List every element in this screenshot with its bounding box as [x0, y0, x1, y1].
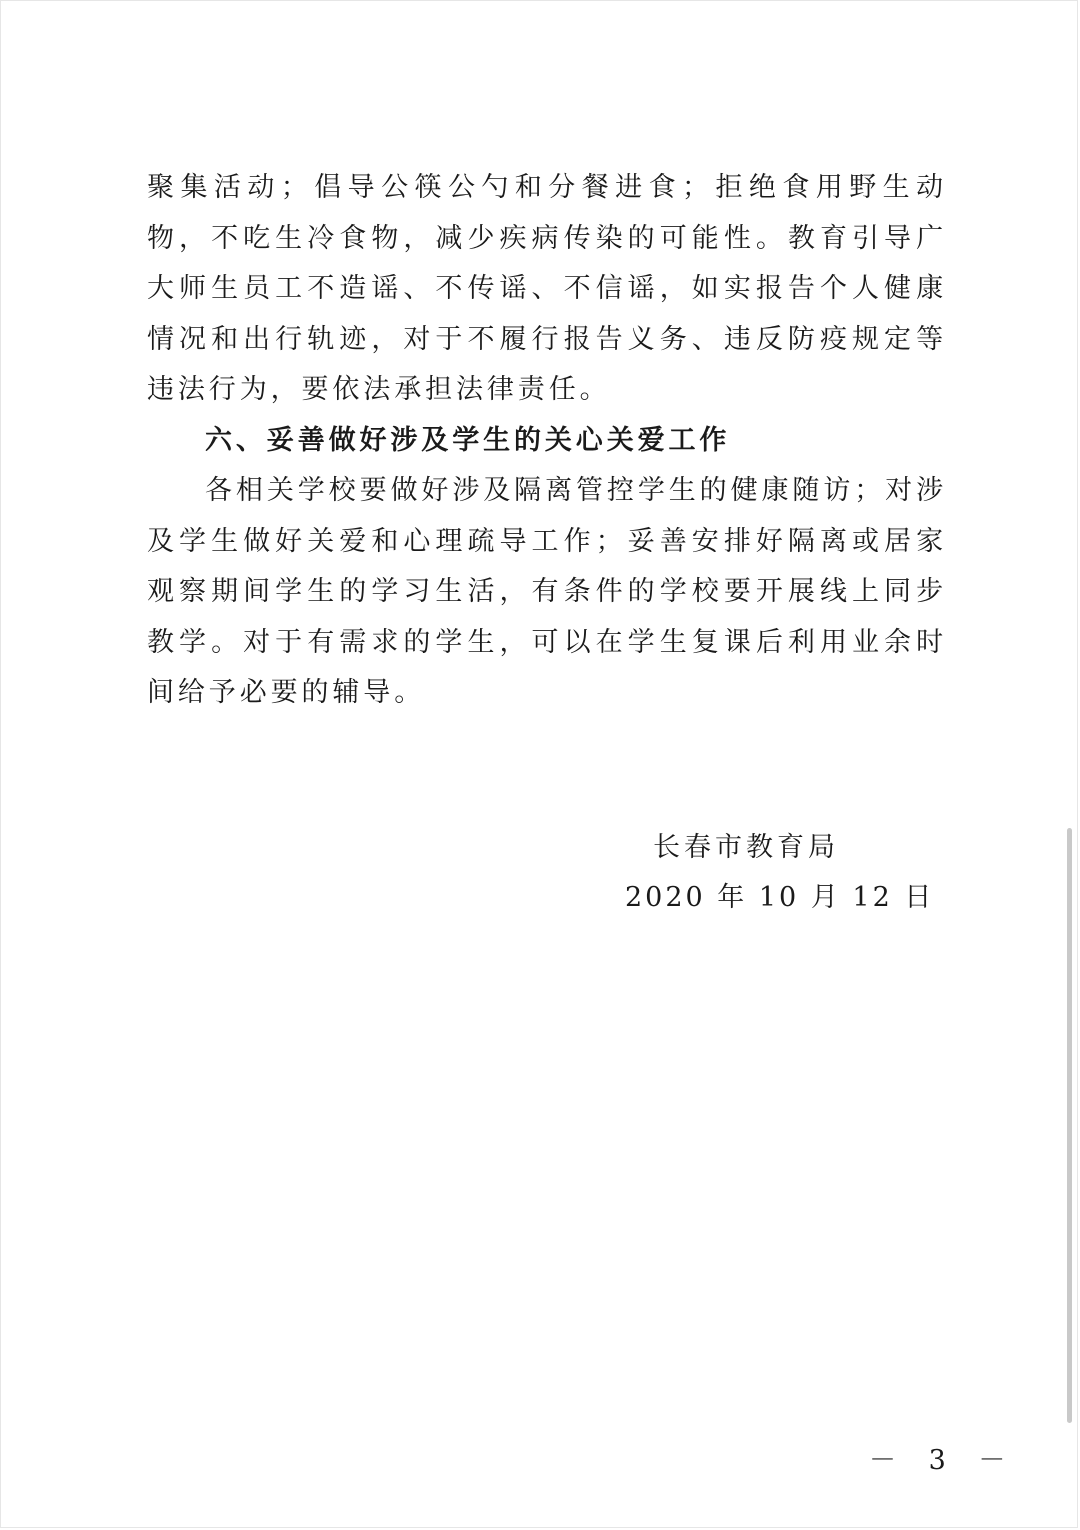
document-body [147, 163, 947, 719]
vertical-scrollbar[interactable] [1067, 828, 1072, 1423]
section-heading: 六、妥善做好涉及学生的关心关爱工作 [205, 424, 731, 456]
body-paragraph: 各相关学校要做好涉及隔离管控学生的健康随访；对涉及学生做好关爱和心理疏导工作；妥善安排好隔离或居家观察期间学生的学习生活，有条件的学校要开展线上同步教学。对于有需求的学生，可以在学生复课后利用业余时间给予必要的辅导。 [147, 475, 947, 708]
issuing-organization: 长春市教育局 [653, 832, 839, 863]
body-paragraph-continued: 聚集活动；倡导公筷公勺和分餐进食；拒绝食用野生动物，不吃生冷食物，减少疾病传染的可能性。教育引导广大师生员工不造谣、不传谣、不信谣，如实报告个人健康情况和出行轨迹，对于不履行报告义务、违反防疫规定等违法行为，要依法承担法律责任。 [147, 172, 947, 405]
issue-date: 2020 年 10 月 12 日 [625, 882, 935, 913]
page-number: － 3 － [869, 1445, 1018, 1476]
